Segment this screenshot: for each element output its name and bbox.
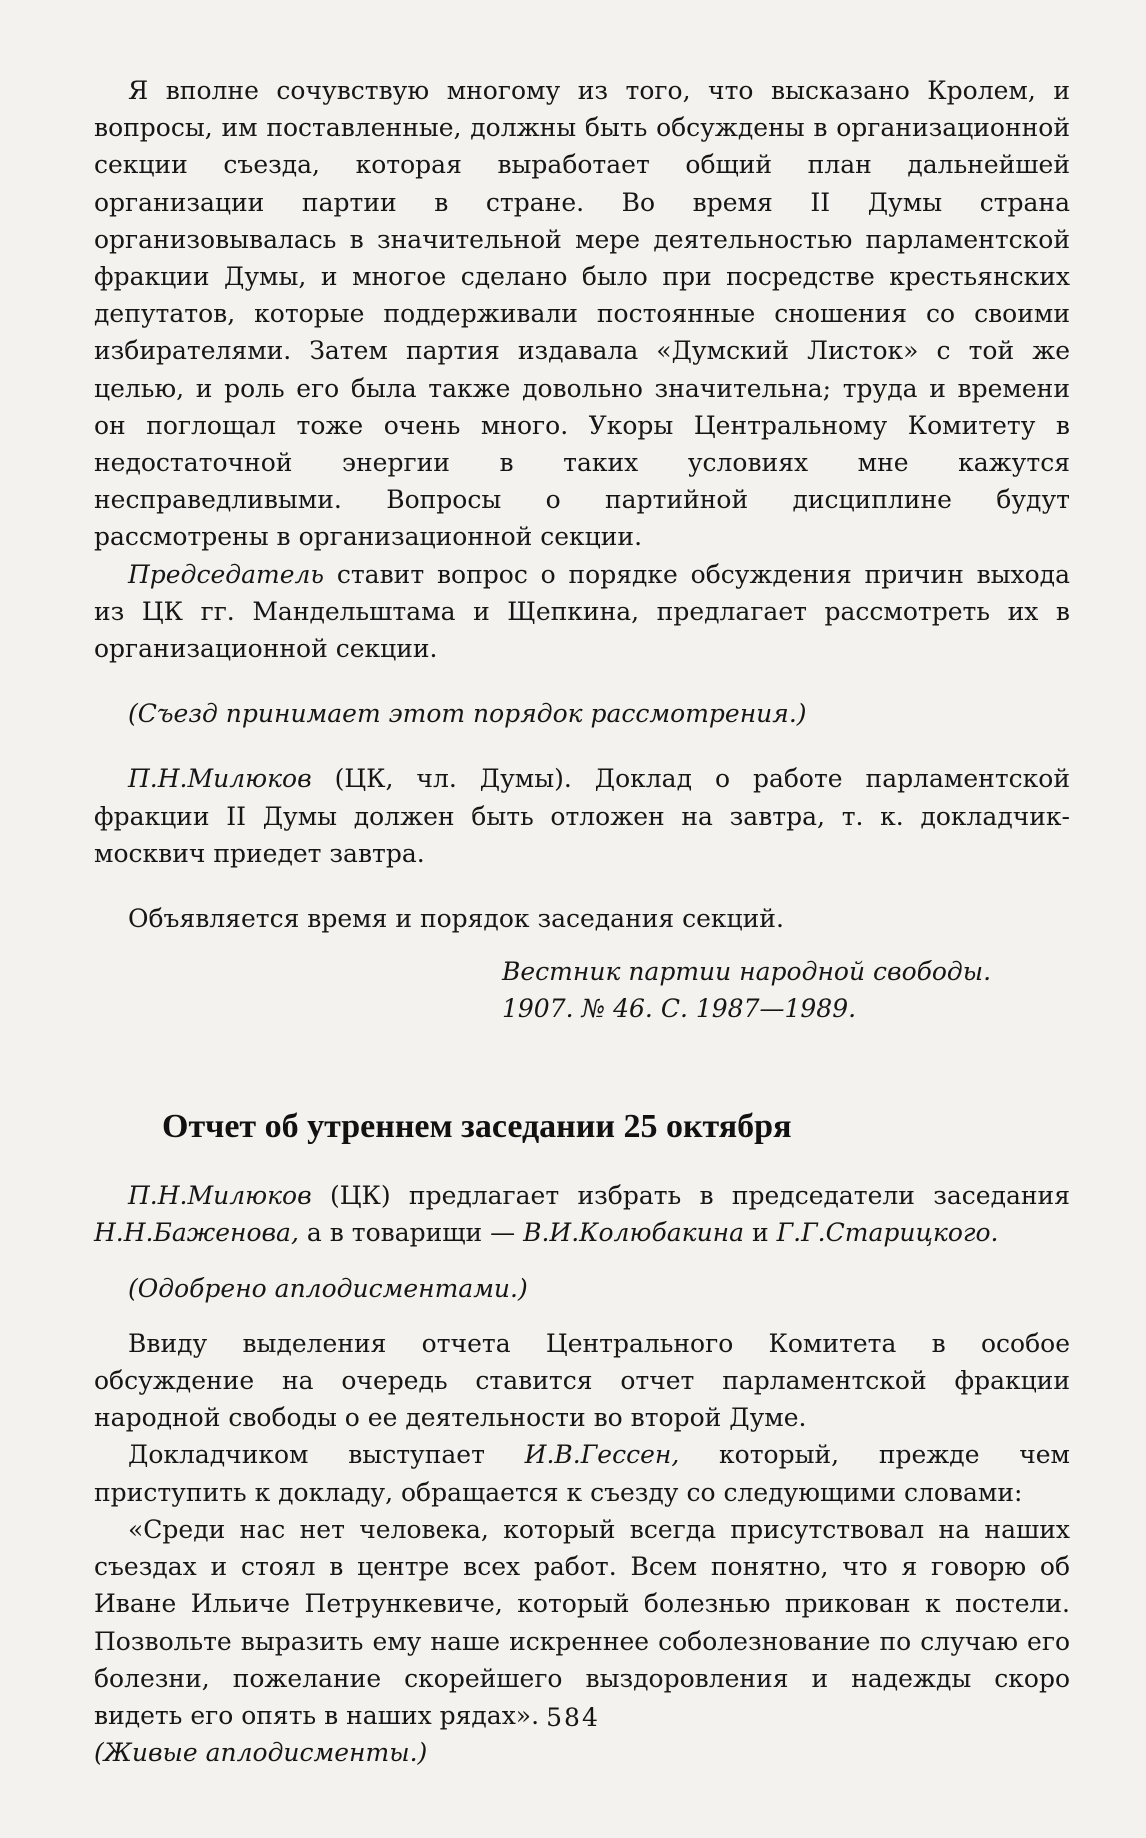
- chair-name: Н.Н.Баженова,: [94, 1218, 299, 1248]
- deputy-name-2: Г.Г.Старицкого.: [776, 1218, 999, 1248]
- milyukov-text-2c: и: [744, 1218, 777, 1248]
- milyukov-text-1: (ЦК, чл. Думы). Доклад о работе парламентской фракции II Думы должен быть отложен на завтра, т. к. докладчик-москвич приедет завтра.: [94, 764, 1070, 868]
- quote-paragraph: [94, 1511, 1070, 1771]
- quote-applause: (Живые аплодисменты.): [94, 1738, 428, 1768]
- source-line-2: 1907. № 46. С. 1987—1989.: [502, 994, 857, 1024]
- remark-agenda-text: (Съезд принимает этот порядок рассмотрения.): [128, 699, 807, 729]
- intro-paragraph: Я вполне сочувствую многому из того, что высказано Кролем, и вопросы, им поставленные, должны быть обсуждены в организационной секции съезда, которая выработает общий план дальнейшей организации партии в стране. Во время II Думы страна организовывалась в значительной мере деятельностью парламентской фракции Думы, и многое сделано было при посредстве крестьянских депутатов, которые поддерживали постоянные сношения со своими избирателями. Затем партия издавала «Думский Листок» с той же целью, и роль его была также довольно значительна; труда и времени он поглощал тоже очень много. Укоры Центральному Комитету в недостаточной энергии в таких условиях мне кажутся несправедливыми. Вопросы о партийной дисциплине будут рассмотрены в организационной секции.: [94, 76, 1070, 552]
- milyukov-speaker-2: П.Н.Милюков: [128, 1181, 312, 1211]
- deputy-name-1: В.И.Колюбакина: [523, 1218, 745, 1248]
- source-line-1: Вестник партии народной свободы.: [502, 957, 992, 987]
- chairman-speaker: Председатель: [128, 559, 325, 589]
- milyukov-paragraph-1: [94, 760, 1070, 872]
- milyukov-text-2b: а в товарищи —: [298, 1218, 524, 1248]
- report-paragraph: Ввиду выделения отчета Центрального Комитета в особое обсуждение на очередь ставится отчет парламентской фракции народной свободы о ее деятельности во второй Думе.: [94, 1328, 1070, 1433]
- remark-applause: [94, 1270, 1070, 1307]
- speaker-paragraph: [94, 1436, 1070, 1510]
- remark-applause-text: (Одобрено аплодисментами.): [128, 1273, 528, 1303]
- remark-agenda: [94, 695, 1070, 732]
- page-number: 584: [546, 1703, 600, 1732]
- announcement-paragraph: Объявляется время и порядок заседания секций.: [128, 904, 784, 934]
- milyukov-speaker-1: П.Н.Милюков: [128, 764, 312, 794]
- chairman-paragraph: [94, 556, 1070, 668]
- quote-text: «Среди нас нет человека, который всегда присутствовал на наших съездах и стоял в центре всех работ. Всем понятно, что я говорю об Иване Ильиче Петрункевиче, который болезнью прикован к постели. Позвольте выразить ему наше искреннее соболезнование по случаю его болезни, пожелание скорейшего выздоровления и надежды скоро видеть его опять в наших рядах».: [94, 1514, 1070, 1730]
- source-citation: [94, 953, 1070, 1027]
- chairman-text: ставит вопрос о порядке обсуждения причин выхода из ЦК гг. Мандельштама и Щепкина, предлагает рассмотреть их в организационной секции.: [94, 559, 1070, 664]
- speaker-text-b: который, прежде чем приступить к докладу, обращается к съезду со следующими словами:: [94, 1440, 1070, 1507]
- speaker-text-a: Докладчиком выступает: [128, 1440, 525, 1470]
- milyukov-paragraph-2: [94, 1177, 1070, 1251]
- section-heading: Отчет об утреннем заседании 25 октября: [162, 1108, 792, 1146]
- speaker-name: И.В.Гессен,: [524, 1440, 680, 1470]
- milyukov-text-2a: (ЦК) предлагает избрать в председатели заседания: [311, 1181, 1070, 1211]
